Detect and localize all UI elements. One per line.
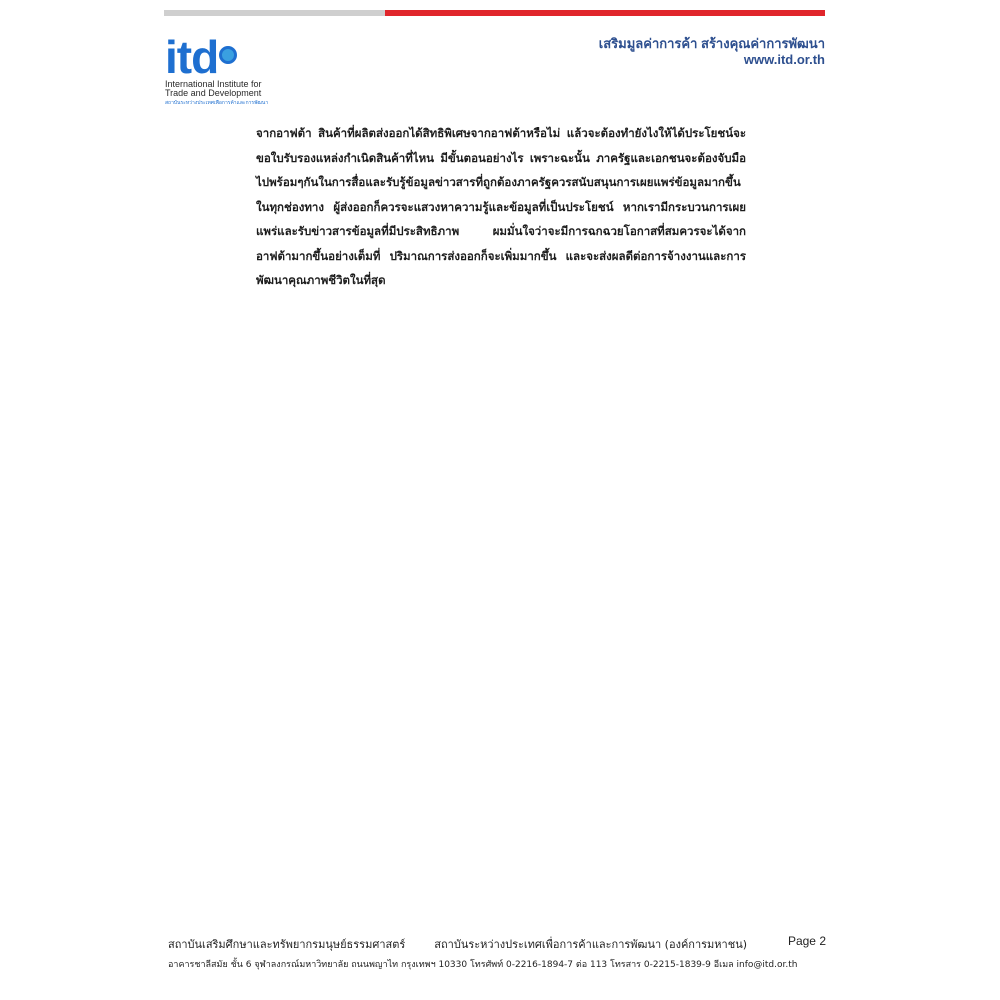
header-bar-red (385, 10, 825, 16)
logo-text: itd (165, 31, 219, 83)
page-footer (168, 937, 828, 973)
itd-logo (165, 31, 290, 106)
header-color-bar (164, 10, 825, 16)
header-slogan-block (599, 36, 825, 68)
page-number: 2 (819, 934, 826, 948)
header-bar-gray (164, 10, 385, 16)
logo-tagline: สถาบันระหว่างประเทศเพื่อการค้าและการพัฒนา (165, 100, 269, 106)
page-label: Page (787, 934, 816, 948)
footer-org-1: สถาบันเสริมศึกษาและทรัพยากรมนุษย์ธรรมศาสตร์ (168, 938, 406, 951)
footer-org-2: สถาบันระหว่างประเทศเพื่อการค้าและการพัฒนา (องค์การมหาชน) (434, 938, 748, 951)
footer-address: อาคารชาลีสมัย ชั้น 6 จุฬาลงกรณ์มหาวิทยาลัย ถนนพญาไท กรุงเทพฯ 10330 โทรศัพท์ 0-2216-1894-7 ต่อ 113 โทรสาร 0-2215-1839-9 อีเมล info@itd.or.th (168, 960, 798, 970)
logo-subtitle-1: International Institute for (165, 79, 262, 89)
body-paragraph: จากอาฟต้า สินค้าที่ผลิตส่งออกได้สิทธิพิเศษจากอาฟต้าหรือไม่ แล้วจะต้องทำยังไงให้ได้ประโยชน์จะขอใบรับรองแหล่งกำเนิดสินค้าที่ไหน มีขั้นตอนอย่างไร เพราะฉะนั้น ภาครัฐและเอกชนจะต้องจับมือไปพร้อมๆกันในการสื่อและรับรู้ข้อมูลข่าวสารที่ถูกต้องภาครัฐควรสนับสนุนการเผยแพร่ข้อมูลมากขึ้นในทุกช่องทาง ผู้ส่งออกก็ควรจะแสวงหาความรู้และข้อมูลที่เป็นประโยชน์ หากเรามีกระบวนการเผยแพร่และรับข่าวสารข้อมูลที่มีประสิทธิภาพ ผมมั่นใจว่าจะมีการฉกฉวยโอกาสที่สมควรจะได้จากอาฟต้ามากขึ้นอย่างเต็มที่ ปริมาณการส่งออกก็จะเพิ่มมากขึ้น และจะส่งผลดีต่อการจ้างงานและการพัฒนาคุณภาพชีวิตในที่สุด (256, 126, 746, 287)
globe-icon (219, 46, 237, 64)
logo-subtitle-2: Trade and Development (165, 88, 262, 98)
footer-org-line (168, 937, 828, 953)
page-number-block (788, 934, 826, 948)
logo-wordmark (165, 31, 290, 83)
slogan-text: เสริมมูลค่าการค้า สร้างคุณค่าการพัฒนา (598, 36, 825, 51)
website-link[interactable]: www.itd.or.th (743, 52, 825, 67)
